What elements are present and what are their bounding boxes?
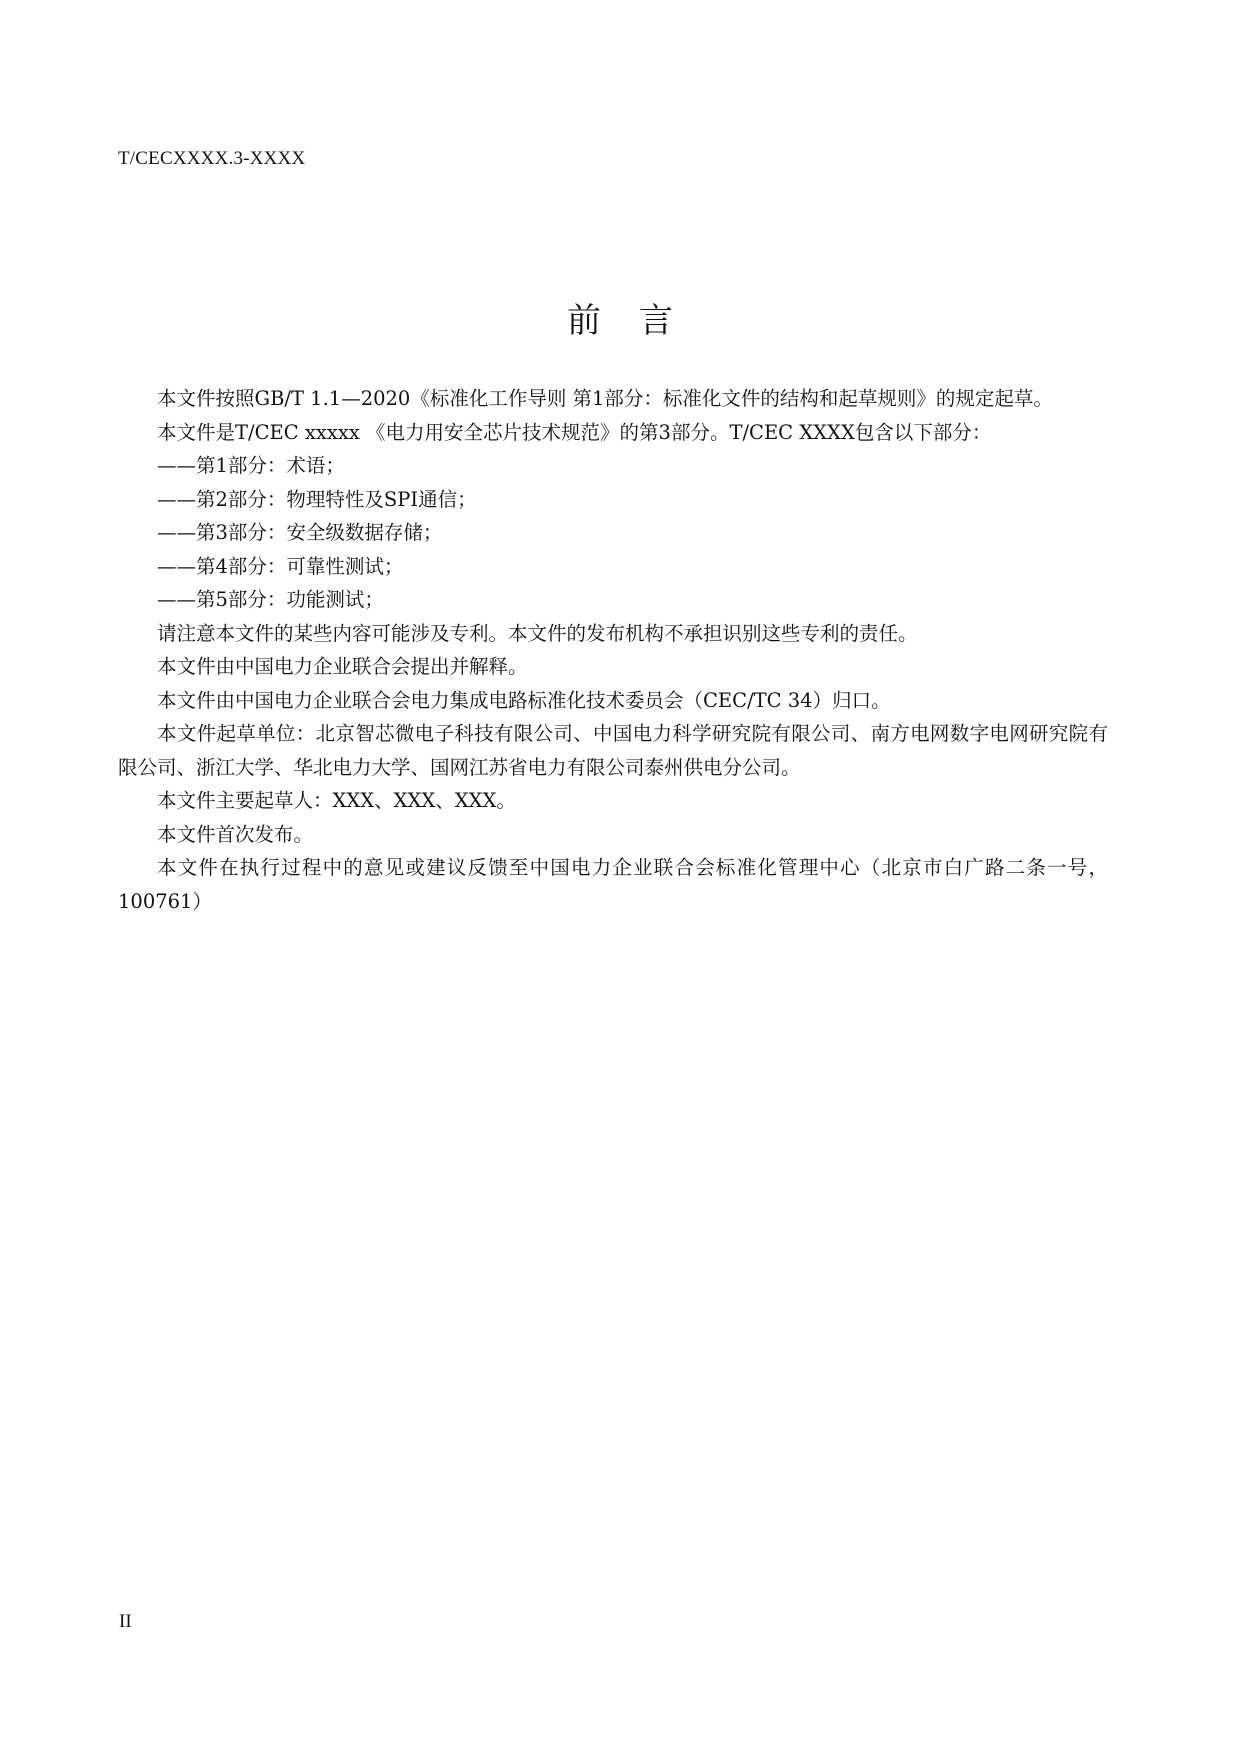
list-item-part-3: ——第3部分：安全级数据存储； bbox=[157, 521, 443, 544]
paragraph-proposer: 本文件由中国电力企业联合会提出并解释。 bbox=[157, 655, 528, 678]
list-item-part-4: ——第4部分：可靠性测试； bbox=[157, 554, 404, 578]
list-item-part-5: ——第5部分：功能测试； bbox=[157, 588, 384, 611]
paragraph-committee: 本文件由中国电力企业联合会电力集成电路标准化技术委员会（CEC/TC 34）归口。 bbox=[157, 688, 891, 712]
paragraph-feedback: 本文件在执行过程中的意见或建议反馈至中国电力企业联合会标准化管理中心（北京市白广路二条一号，100761） bbox=[118, 856, 1108, 913]
paragraph-first-release: 本文件首次发布。 bbox=[157, 822, 314, 846]
paragraph-series-intro: 本文件是T/CEC xxxxx 《电力用安全芯片技术规范》的第3部分。T/CEC XXXX包含以下部分： bbox=[157, 420, 992, 444]
paragraph-drafters: 本文件主要起草人：XXX、XXX、XXX。 bbox=[157, 789, 516, 812]
paragraph-drafting-basis: 本文件按照GB/T 1.1—2020《标准化工作导则 第1部分：标准化文件的结构和起草规则》的规定起草。 bbox=[157, 387, 1053, 410]
foreword-body bbox=[118, 382, 1108, 918]
paragraph-drafting-units: 本文件起草单位：北京智芯微电子科技有限公司、中国电力科学研究院有限公司、南方电网数字电网研究院有限公司、浙江大学、华北电力大学、国网江苏省电力有限公司泰州供电分公司。 bbox=[118, 722, 1108, 779]
document-code: T/CECXXXX.3-XXXX bbox=[118, 148, 306, 169]
paragraph-patent-notice: 请注意本文件的某些内容可能涉及专利。本文件的发布机构不承担识别这些专利的责任。 bbox=[157, 621, 918, 645]
page-number: II bbox=[119, 1611, 132, 1632]
list-item-part-2: ——第2部分：物理特性及SPI通信； bbox=[157, 487, 477, 511]
list-item-part-1: ——第1部分：术语； bbox=[157, 454, 345, 477]
page-title: 前言 bbox=[567, 300, 711, 341]
